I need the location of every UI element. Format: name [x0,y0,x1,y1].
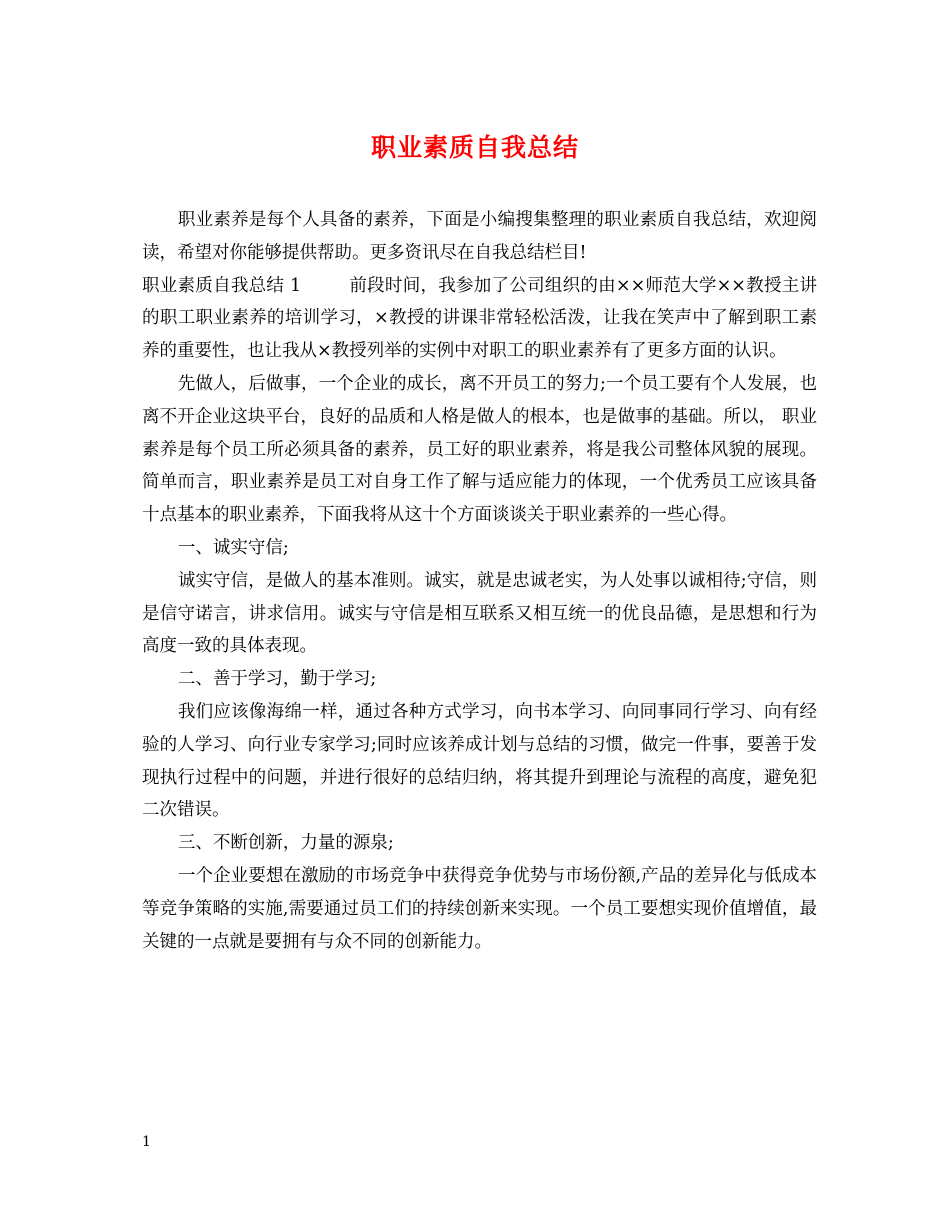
page-number: 1 [142,1134,151,1150]
section-text: 前段时间，我参加了公司组织的由××师范大学××教授主讲的职工职业素养的培训学习，×教授的讲课非常轻松活泼，让我在笑声中了解到职工素养的重要性，也让我从×教授列举的实例中对职工的职业素养有了更多方面的认识。 [142,275,817,362]
document-body [142,204,817,958]
section-label: 职业素质自我总结 1 [142,275,302,296]
body-paragraph-innovation: 一个企业要想在激励的市场竞争中获得竞争优势与市场份额,产品的差异化与低成本等竞争策略的实施,需要通过员工们的持续创新来实现。一个员工要想实现价值增值，最关键的一点就是要拥有与众不同的创新能力。 [142,865,817,952]
body-paragraph-learning: 我们应该像海绵一样，通过各种方式学习，向书本学习、向同事同行学习、向有经验的人学习、向行业专家学习;同时应该养成计划与总结的习惯，做完一件事，要善于发现执行过程中的问题，并进行很好的总结归纳，将其提升到理论与流程的高度，避免犯二次错误。 [142,701,817,821]
heading-innovation: 三、不断创新，力量的源泉; [177,833,394,854]
heading-learning: 二、善于学习，勤于学习; [177,669,377,690]
body-paragraph-honesty: 诚实守信，是做人的基本准则。诚实，就是忠诚老实，为人处事以诚相待;守信，则是信守诺言，讲求信用。诚实与守信是相互联系又相互统一的优良品德，是思想和行为高度一致的具体表现。 [142,570,817,657]
heading-honesty: 一、诚实守信; [177,537,289,558]
intro-paragraph: 职业素养是每个人具备的素养，下面是小编搜集整理的职业素质自我总结，欢迎阅读，希望对你能够提供帮助。更多资讯尽在自我总结栏目! [142,210,817,263]
section-paragraph [142,270,817,368]
body-paragraph: 先做人，后做事，一个企业的成长，离不开员工的努力;一个员工要有个人发展，也离不开企业这块平台，良好的品质和人格是做人的根本，也是做事的基础。所以， 职业素养是每个员工所必须具备的素养，员工好的职业素养，将是我公司整体风貌的展现。简单而言，职业素养是员工对自身工作了解与适应能力的体现，一个优秀员工应该具备十点基本的职业素养，下面我将从这十个方面谈谈关于职业素养的一些心得。 [142,373,817,526]
document-title: 职业素质自我总结 [370,133,579,162]
